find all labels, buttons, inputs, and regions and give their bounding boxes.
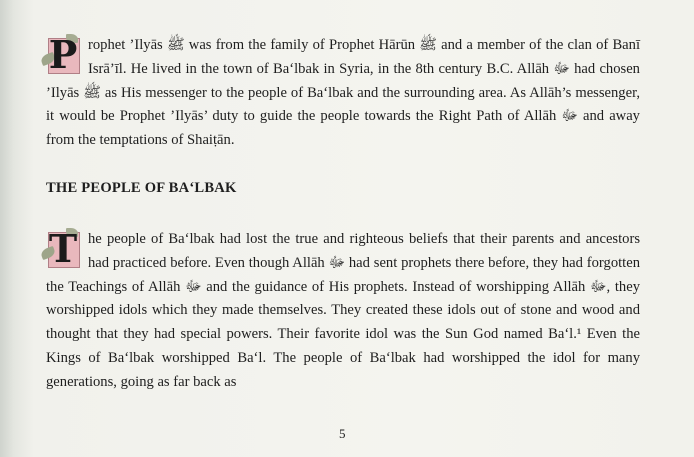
paragraph-text: rophet ’Ilyās ﷺ was from the family of Prophet Hārūn ﷺ and a member of the clan of Banī Isrā’īl. He lived in the town of Ba‘lbak in Syria, in the 8th century B.C. Allāh ﷻ had chosen ’Ilyās ﷺ as His messenger to the people of Ba‘lbak and the surrounding area. As Allāh’s messenger, it would be Prophet ’Ilyās’ duty to guide the people towards the Right Path of Allāh ﷻ and away from the temptations of Shaiṭān. <box>46 37 641 149</box>
paragraph-text: he people of Ba‘lbak had lost the true and righteous beliefs that their parents and ancestors had practiced before. Even though Allāh ﷻ had sent prophets there before, they had forgotten the Teachings of Allāh ﷻ and the guidance of His prophets. Instead of worshipping Allāh ﷻ, they worshipped idols which they made themselves. They created these idols out of stone and wood and thought that they had special powers. Their favorite idol was the Sun God named Ba‘l.¹ Even the Kings of Ba‘lbak worshipped Ba‘l. The people of Ba‘lbak had worshipped the idol for many generations, going as far back as <box>46 231 640 390</box>
dropcap-ornament <box>44 32 82 77</box>
dropcap-ornament <box>44 226 82 271</box>
dropcap-letter: T <box>48 226 78 271</box>
paragraph-intro <box>46 34 640 153</box>
dropcap-letter: P <box>48 32 78 77</box>
section-heading: THE PEOPLE OF BA‘LBAK <box>46 180 237 196</box>
paragraph-people <box>46 228 640 395</box>
page-number: 5 <box>339 426 346 441</box>
